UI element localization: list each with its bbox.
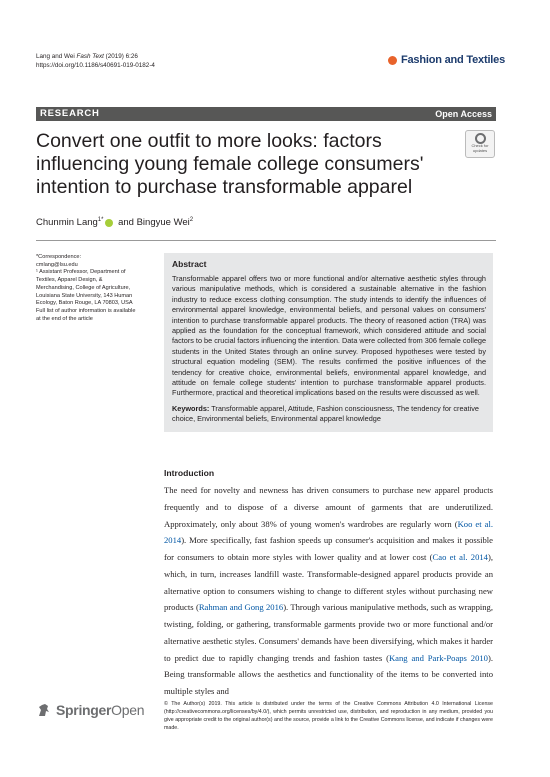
reference-link[interactable]: Kang and Park-Poaps 2010 <box>388 652 488 663</box>
author-2-name: and Bingyue Wei <box>115 217 190 229</box>
springer-horse-icon <box>36 702 52 718</box>
journal-mark-icon <box>388 56 397 65</box>
abstract-box <box>164 253 493 432</box>
citation-authors: Lang and Wei <box>36 53 75 60</box>
correspondence-email[interactable]: cmlang@lsu.edu <box>36 261 78 268</box>
author-2-sup: 2 <box>189 217 194 223</box>
author-1-sup: 1* <box>97 217 104 223</box>
author-1-name: Chunmin Lang <box>36 217 98 229</box>
intro-text-1: The need for novelty and newness has driven consumers to purchase new apparel products frequently and to dispose of a diverse amount of garments that are underutilized. Approximately, only about 38% of young women's wardrobes are regularly worn ( <box>164 485 493 529</box>
citation-block <box>36 53 155 70</box>
check-updates-line2: updates <box>472 147 488 153</box>
intro-text-3: ), which, in turn, increases landfill waste. Transformable-designed apparel products provide an alternative option to consumers wishing to change to different styles without purchasing new products ( <box>164 552 493 613</box>
article-title: Convert one outfit to more looks: factors influencing young female college consumers' intention to purchase transformable apparel <box>36 130 424 198</box>
intro-text-2: ). More specifically, fast fashion speeds up consumer's acquisition and makes it possible for consumers to obtain more styles with lower quality and at lower cost ( <box>164 535 493 562</box>
intro-text-4: ). Through various manipulative methods, such as wrapping, twisting, folding, or gathering, transformable garments provide two or more functional and/or alternative aesthetic styles. Consumers' demands have been diversifying, which makes it harder to predict due to rapidly changing trends and fashion tastes ( <box>164 602 493 663</box>
doi-link[interactable]: https://doi.org/10.1186/s40691-019-0182-4 <box>36 61 155 69</box>
keywords-text: Transformable apparel, Attitude, Fashion consciousness, The tendency for creative choice, Environmental beliefs, Environmental apparel knowledge <box>172 403 479 424</box>
introduction-heading: Introduction <box>164 468 215 478</box>
author-info-note: Full list of author information is available at the end of the article <box>36 307 136 322</box>
author-affiliation: ¹ Assistant Professor, Department of Textiles, Apparel Design, & Merchandising, College of Agriculture, Louisiana State University, 143 Human Ecology, Baton Rouge, LA 70803, USA <box>36 269 133 307</box>
publisher-name-b: Open <box>111 702 145 718</box>
orcid-icon[interactable] <box>105 219 113 227</box>
license-notice <box>164 701 493 733</box>
abstract-heading: Abstract <box>172 259 207 269</box>
license-text-b: ), which permits unrestricted use, distribution, and reproduction in any medium, provided you give appropriate credit to the original author(s) and the source, provide a link to the Creative Commons license, and indicate if changes were made. <box>164 708 493 731</box>
article-type-label: RESEARCH <box>40 108 100 119</box>
citation-year-volume: (2019) 6:26 <box>105 53 138 60</box>
correspondence-sidebar <box>36 254 136 323</box>
check-updates-line1: Check for <box>471 143 489 148</box>
reference-link[interactable]: Cao et al. 2014 <box>432 552 488 562</box>
correspondence-label: *Correspondence: <box>36 254 82 260</box>
citation-journal: Fash Text <box>76 53 104 60</box>
author-list <box>36 217 193 228</box>
publisher-name-a: Springer <box>56 702 112 718</box>
license-link[interactable]: http://creativecommons.org/licenses/by/4.0/ <box>165 708 268 715</box>
publisher-logo <box>36 702 144 718</box>
journal-name: Fashion and Textiles <box>401 54 505 66</box>
reference-link[interactable]: Rahman and Gong 2016 <box>198 602 284 613</box>
header-divider <box>36 240 496 241</box>
abstract-text: Transformable apparel offers two or more functional and/or alternative aesthetic styles through various manipulative methods, which is considered a sustainable alternative in the fashion industry to reduce excess clothing consumption. The study intends to identify the influences of environmental apparel knowledge, environmental beliefs, and personal values on consumers' intention to purchase transformable apparel products. The theory of reasoned action (TRA) was applied as the foundation for the conceptual framework, which considered attitude and social factors to be crucial factors influencing the intention. Data were collected from 306 female college students in the United States through an online survey. Proposed hypotheses were tested by structural equation modeling (SEM). The results confirmed the positive influences of the tendency for creative choice, environmental beliefs, environmental apparel knowledge, and attitude on female college students' intention to purchase transformable apparel products. Furthermore, practical and theoretical implications based on the results were discussed as well. <box>172 274 486 398</box>
keywords <box>172 404 486 425</box>
check-for-updates-badge[interactable] <box>465 130 495 158</box>
reference-link[interactable]: Koo et al. 2014 <box>164 518 493 546</box>
journal-logo <box>388 54 505 66</box>
publisher-name <box>56 702 144 718</box>
open-access-label: Open Access <box>435 109 492 119</box>
keywords-label: Keywords: <box>172 403 210 413</box>
intro-text-5: ). Being transformable allows the aesthetics and functionality of the items to be converted into multiple styles and <box>164 652 493 696</box>
license-text-a: © The Author(s) 2019. This article is distributed under the terms of the Creative Commons Attribution 4.0 International License ( <box>164 701 493 715</box>
article-type-banner <box>36 107 496 121</box>
introduction-body <box>164 482 493 700</box>
